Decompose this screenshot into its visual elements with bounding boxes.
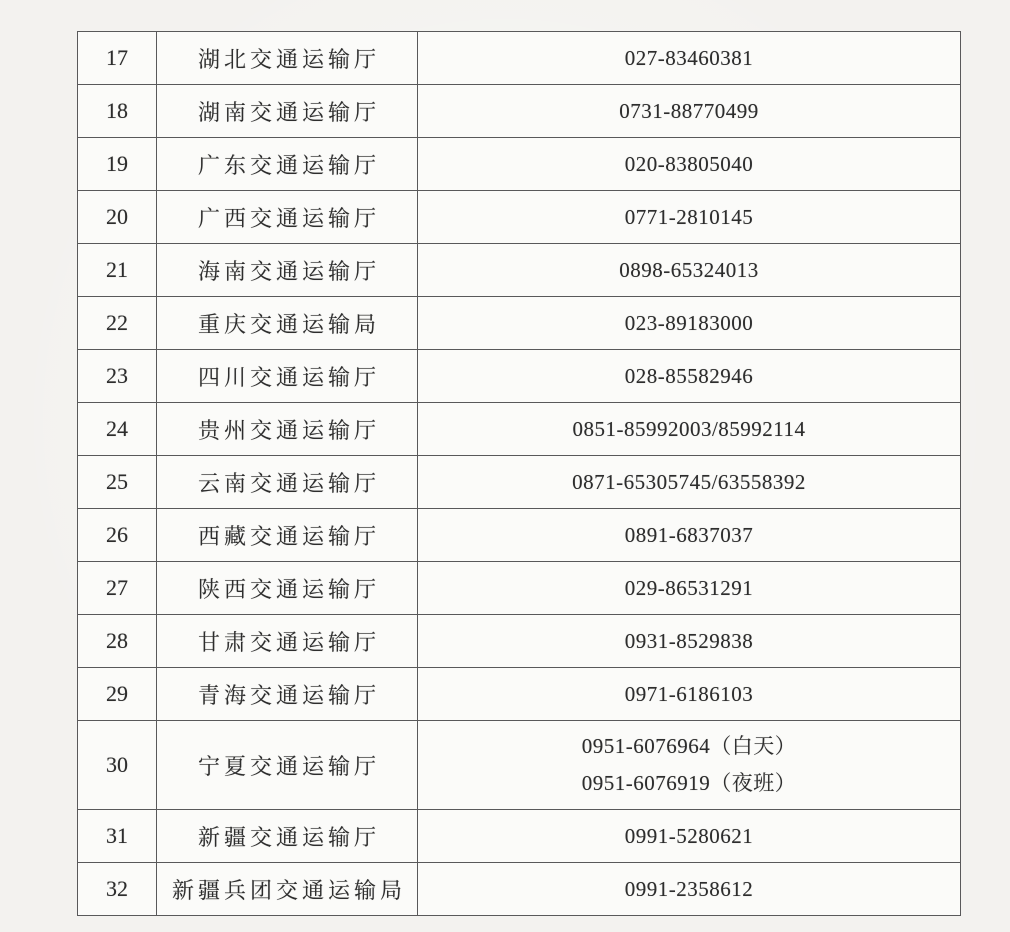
table-row bbox=[78, 509, 961, 562]
department-name bbox=[157, 85, 418, 138]
table-row bbox=[78, 403, 961, 456]
row-index: 26 bbox=[78, 509, 157, 562]
department-name-text: 青海交通运输厅 bbox=[197, 682, 380, 708]
table-row bbox=[78, 810, 961, 863]
row-index: 21 bbox=[78, 244, 157, 297]
department-name-text: 贵州交通运输厅 bbox=[197, 417, 380, 443]
table-row bbox=[78, 615, 961, 668]
department-name bbox=[157, 244, 418, 297]
phone-number-day: 0951-6076964（白天） bbox=[581, 734, 797, 759]
phone-number: 0898-65324013 bbox=[418, 244, 961, 297]
table-row bbox=[78, 456, 961, 509]
table-row bbox=[78, 191, 961, 244]
phone-number: 0871-65305745/63558392 bbox=[418, 456, 961, 509]
table-row bbox=[78, 721, 961, 810]
phone-number: 0991-5280621 bbox=[418, 810, 961, 863]
department-name bbox=[157, 138, 418, 191]
department-name-text: 西藏交通运输厅 bbox=[197, 523, 380, 549]
department-name-text: 湖南交通运输厅 bbox=[197, 99, 380, 125]
department-name bbox=[157, 562, 418, 615]
department-name-text: 重庆交通运输局 bbox=[197, 311, 380, 337]
phone-number: 027-83460381 bbox=[418, 32, 961, 85]
table-row bbox=[78, 244, 961, 297]
row-index: 23 bbox=[78, 350, 157, 403]
department-name bbox=[157, 191, 418, 244]
phone-number: 0931-8529838 bbox=[418, 615, 961, 668]
department-name bbox=[157, 456, 418, 509]
department-name bbox=[157, 297, 418, 350]
row-index: 20 bbox=[78, 191, 157, 244]
row-index: 30 bbox=[78, 721, 157, 810]
row-index: 32 bbox=[78, 863, 157, 916]
row-index: 27 bbox=[78, 562, 157, 615]
department-name-text: 广东交通运输厅 bbox=[197, 152, 380, 178]
row-index: 22 bbox=[78, 297, 157, 350]
phone-number: 0771-2810145 bbox=[418, 191, 961, 244]
row-index: 28 bbox=[78, 615, 157, 668]
department-name bbox=[157, 32, 418, 85]
department-name bbox=[157, 668, 418, 721]
row-index: 31 bbox=[78, 810, 157, 863]
department-name-text: 云南交通运输厅 bbox=[197, 470, 380, 496]
department-name-text: 广西交通运输厅 bbox=[197, 205, 380, 231]
phone-number: 029-86531291 bbox=[418, 562, 961, 615]
table-row bbox=[78, 32, 961, 85]
department-name-text: 新疆交通运输厅 bbox=[197, 824, 380, 850]
phone-number: 0851-85992003/85992114 bbox=[418, 403, 961, 456]
department-name-text: 海南交通运输厅 bbox=[197, 258, 380, 284]
phone-number: 023-89183000 bbox=[418, 297, 961, 350]
contact-table bbox=[77, 31, 961, 916]
row-index: 19 bbox=[78, 138, 157, 191]
department-name bbox=[157, 615, 418, 668]
department-name-text: 新疆兵团交通运输局 bbox=[171, 877, 406, 903]
row-index: 29 bbox=[78, 668, 157, 721]
phone-number: 0891-6837037 bbox=[418, 509, 961, 562]
phone-number: 028-85582946 bbox=[418, 350, 961, 403]
row-index: 25 bbox=[78, 456, 157, 509]
table-row bbox=[78, 863, 961, 916]
phone-number: 0731-88770499 bbox=[418, 85, 961, 138]
table-row bbox=[78, 562, 961, 615]
department-name bbox=[157, 810, 418, 863]
department-name bbox=[157, 721, 418, 810]
row-index: 24 bbox=[78, 403, 157, 456]
phone-number: 0991-2358612 bbox=[418, 863, 961, 916]
department-name-text: 甘肃交通运输厅 bbox=[197, 629, 380, 655]
table-row bbox=[78, 350, 961, 403]
department-name bbox=[157, 863, 418, 916]
phone-number: 0971-6186103 bbox=[418, 668, 961, 721]
department-name-text: 四川交通运输厅 bbox=[197, 364, 380, 390]
row-index: 18 bbox=[78, 85, 157, 138]
department-name bbox=[157, 403, 418, 456]
table-row bbox=[78, 138, 961, 191]
phone-number bbox=[418, 721, 961, 810]
contact-table-body bbox=[78, 32, 961, 916]
department-name-text: 湖北交通运输厅 bbox=[197, 46, 380, 72]
department-name bbox=[157, 509, 418, 562]
table-row bbox=[78, 297, 961, 350]
table-row bbox=[78, 85, 961, 138]
phone-number: 020-83805040 bbox=[418, 138, 961, 191]
department-name bbox=[157, 350, 418, 403]
table-row bbox=[78, 668, 961, 721]
department-name-text: 宁夏交通运输厅 bbox=[197, 753, 380, 779]
row-index: 17 bbox=[78, 32, 157, 85]
department-name-text: 陕西交通运输厅 bbox=[197, 576, 380, 602]
phone-number-night: 0951-6076919（夜班） bbox=[581, 771, 797, 795]
